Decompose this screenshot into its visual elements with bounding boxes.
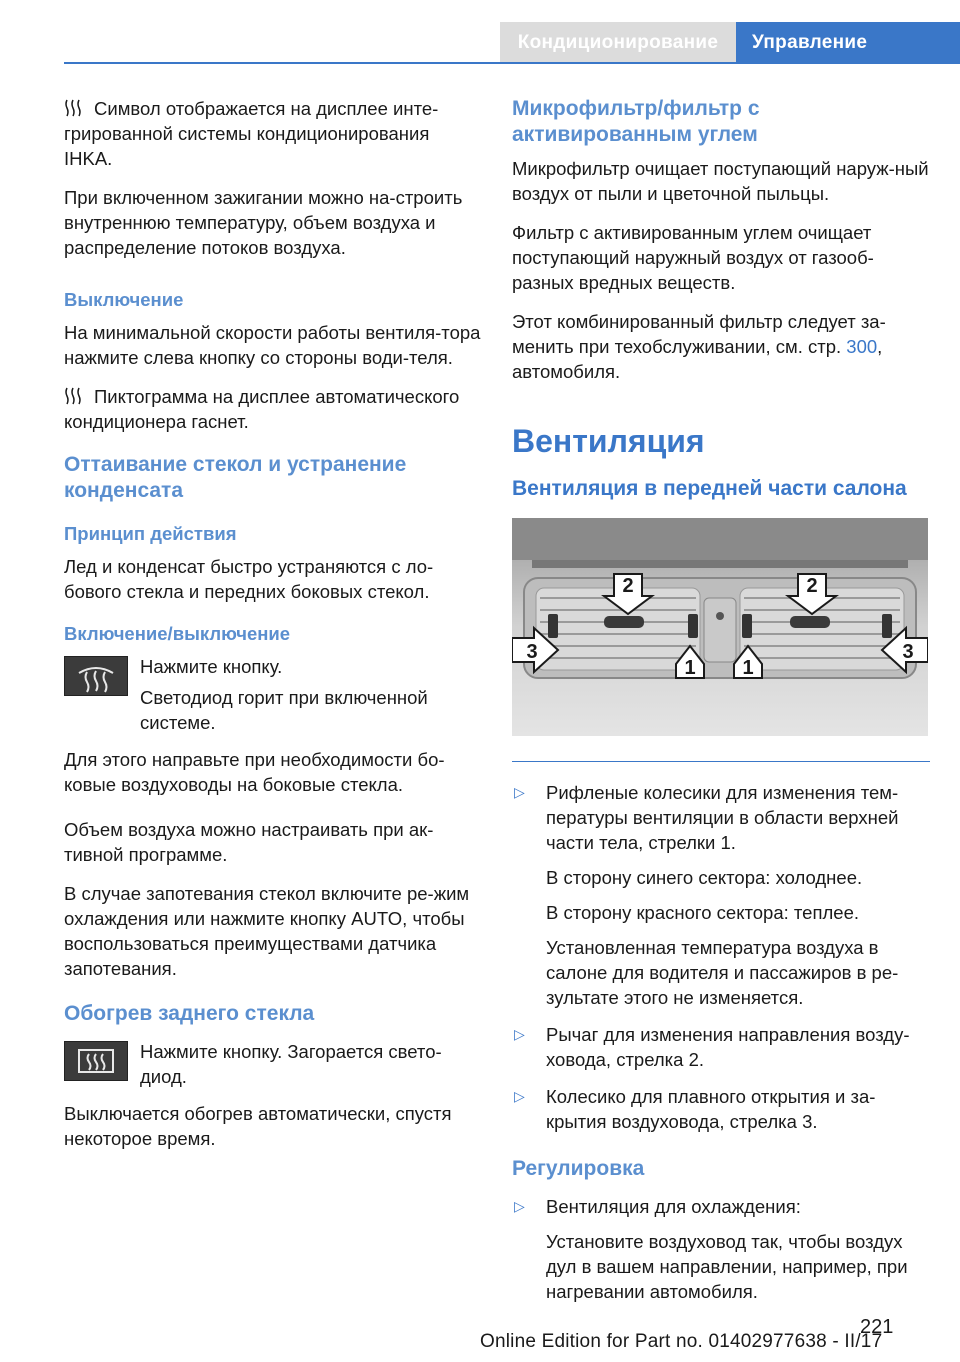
heading-ventilation: Вентиляция [512, 423, 705, 459]
page-link[interactable]: 300 [846, 336, 878, 357]
heading-rear-window: Обогрев заднего стекла [64, 1002, 315, 1025]
paragraph: Пиктограмма на дисплее автоматического кондиционера гаснет. [64, 386, 460, 432]
heading-filter: Микрофильтр/фильтр с активированным углем [512, 97, 760, 146]
paragraph: Фильтр с активированным углем очищает поступающий наружный воздух от газооб-разных вредных веществ. [512, 222, 874, 293]
paragraph: Символ отображается на дисплее инте-грированной системы кондиционирования IHKA. [64, 98, 439, 169]
heading-on-off: Включение/выключение [64, 623, 291, 644]
paragraph: На минимальной скорости работы вентиля-тора нажмите слева кнопку со стороны води-теля. [64, 322, 481, 368]
paragraph: Объем воздуха можно настраивать при ак-тивной программе. [64, 819, 434, 865]
windshield-defrost-button-icon [64, 656, 128, 696]
callout-label: 3 [526, 641, 538, 663]
triangle-bullet-icon: ▷ [514, 1088, 525, 1104]
list-item: ▷ Рычаг для изменения направления возду-ховода, стрелка 2. [514, 1024, 910, 1070]
rear-window-defrost-button-icon [64, 1041, 128, 1081]
section-tab[interactable]: Кондиционирование [500, 22, 736, 62]
callout-label: 3 [902, 641, 914, 663]
list-item: ▷ Колесико для плавного открытия и за-крытия воздуховода, стрелка 3. [514, 1086, 876, 1132]
paragraph: Нажмите кнопку. Загорается свето-диод. [140, 1041, 442, 1087]
heading-front-ventilation: Вентиляция в передней части салона [512, 477, 907, 500]
right-column [512, 96, 930, 1318]
triangle-bullet-icon: ▷ [514, 784, 525, 800]
callout-label: 2 [806, 575, 818, 597]
paragraph: Микрофильтр очищает поступающий наруж-ный воздух от пыли и цветочной пыльцы. [512, 158, 929, 204]
header-rule [64, 62, 960, 64]
paragraph: Лед и конденсат быстро устраняются с ло-бового стекла и передних боковых стекол. [64, 556, 434, 602]
heading-adjust: Регулировка [512, 1157, 645, 1180]
heading-defrost: Оттаивание стекол и устранение конденсата [64, 453, 407, 502]
paragraph: При включенном зажигании можно на-строить внутреннюю температуру, объем воздуха и распределение потоков воздуха. [64, 187, 463, 258]
paragraph: Выключается обогрев автоматически, спустя некоторое время. [64, 1103, 452, 1149]
paragraph: Нажмите кнопку. [140, 656, 283, 677]
paragraph: Светодиод горит при включенной системе. [140, 687, 428, 733]
left-column [64, 96, 482, 1165]
list-item: ▷ Рифленые колесики для изменения тем-пературы вентиляции в области верхней части тела, стрелки 1. В сторону синего сектора: холоднее. В сторону красного сектора: теплее. Установленная температура воздуха в салоне для водителя и пассажиров в ре-зультате этого не изменяется. [514, 782, 899, 1008]
paragraph: В случае запотевания стекол включите ре-жим охлаждения или нажмите кнопку AUTO, чтобы воспользоваться преимуществами датчика запотевания. [64, 883, 470, 979]
page-number: 221 [860, 1316, 894, 1338]
list-item: ▷ Вентиляция для охлаждения: Установите воздуховод так, чтобы воздух дул в вашем направлении, например, при нагревании автомобиля. [514, 1196, 908, 1302]
paragraph: Для этого направьте при необходимости бо-ковые воздуховоды на боковые стекла. [64, 749, 445, 795]
chapter-tab[interactable]: Управление [736, 22, 960, 62]
callout-label: 2 [622, 575, 634, 597]
callout-label: 1 [684, 657, 696, 679]
edition-footer: Online Edition for Part no. 01402977638 - II/17 [480, 1331, 883, 1352]
vent-controls-list [512, 780, 930, 1134]
callout-label: 1 [742, 657, 754, 679]
triangle-bullet-icon: ▷ [514, 1026, 525, 1042]
triangle-bullet-icon: ▷ [514, 1198, 525, 1214]
paragraph: Этот комбинированный фильтр следует за-менить при техобслуживании, см. стр. 300, автомобиля. [512, 311, 886, 382]
air-vent-figure [512, 518, 928, 736]
defrost-button-row [64, 654, 482, 735]
figure-rule [512, 761, 930, 762]
heading-principle: Принцип действия [64, 523, 237, 544]
air-flow-icon [64, 99, 82, 117]
rear-defrost-button-row [64, 1039, 482, 1101]
heading-switch-off: Выключение [64, 289, 184, 310]
air-flow-icon [64, 387, 82, 405]
adjust-list [512, 1194, 930, 1304]
